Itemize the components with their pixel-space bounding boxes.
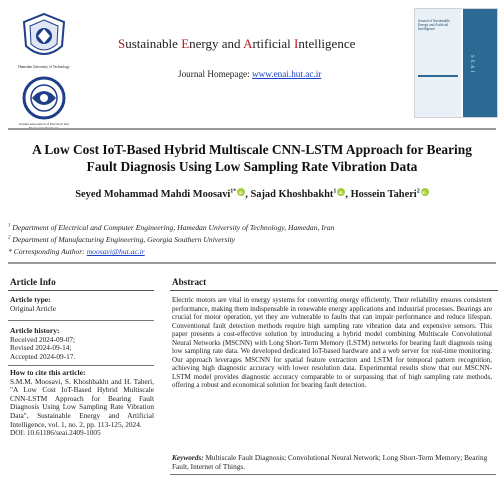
doi-text[interactable]: DOI: 10.61186/seai.2409-1005 [10,428,101,438]
institution-logos [14,12,74,134]
journal-cover-thumbnail [414,8,498,118]
citation-label: How to cite this article: [10,368,86,377]
revised-date: Revised 2024-09-14; [10,343,72,353]
accepted-date: Accepted 2024-09-17. [10,351,76,361]
affiliation-sup: 1 [8,223,11,229]
corresponding-email-link[interactable]: moosavi@hut.ac.ir [86,247,145,256]
abstract-divider [170,474,496,475]
keywords-text: Multiscale Fault Diagnosis; Convolutional Neural Network; Long Short-Term Memory; Bearing Fault, Internet of Things. [172,453,488,471]
paper-title-line: Fault Diagnosis Using Low Sampling Rate Vibration Data [86,159,418,174]
journal-title-part: ustainable [125,36,182,51]
keywords [172,453,492,471]
affiliation-text: Department of Manufacturing Engineering, Georgia Southern University [10,235,236,244]
journal-title-part: nergy and [189,36,244,51]
cover-bar [418,75,458,77]
citation-section [10,369,154,438]
author-sup: 2 [416,188,420,195]
abstract-text: Electric motors are vital in energy systems for converting energy efficiently. Their reliability ensures consistent performance, making them indispensable in renewable energy applications and industrial processes. Bearings are crucial for motor operation, yet they are vulnerable to faults that can impair performance and reduce lifespan. Conventional fault detection methods require high sampling rate vibration data and expensive sensors. This paper presents a cost-effective solution by introducing a hybrid model combining Multiscale Convolutional Neural Networks (MSCNN) with Long Short-Term Memory (LSTM) networks for bearing fault diagnosis using low sampling rate data. We developed dedicated IoT-based hardware and a web server for real-time monitoring. Our approach leverages MSCNN for spatial feature extraction and LSTM for temporal pattern recognition, achieving high diagnostic accuracy with lower resolution data. Experimental results show that our MSCNN-LSTM model provides diagnostic accuracy comparable to or surpassing that of high sampling rate methods, offering a robust and economical solution for bearing fault detection. [172,296,492,390]
article-history-section [10,327,154,361]
journal-title-cap: S [118,36,126,51]
author-sup: 1* [230,188,237,195]
journal-title [118,36,355,52]
title-divider [8,262,496,264]
author-sup: 1 [333,188,337,195]
abstract-heading: Abstract [170,276,498,291]
info-divider [8,365,154,366]
article-info-heading: Article Info [8,276,154,291]
journal-title-part: ntelligence [298,36,356,51]
article-type-section [10,296,154,313]
homepage-label: Journal Homepage: [178,69,252,79]
paper-title-line: A Low Cost IoT-Based Hybrid Multiscale CNN-LSTM Approach for Bearing [32,142,472,157]
university-logo-icon [20,12,68,64]
association-logo-caption: Iranian Association of Electrical and [19,122,69,126]
info-divider [8,320,154,321]
journal-title-cap: A [243,36,253,51]
journal-homepage [178,69,321,79]
university-logo-caption: Hamedan University of Technology [18,65,70,69]
article-type-label: Article type: [10,295,51,304]
cover-title: Journal of Sustainable Energy and Artificial Intelligence [418,19,450,32]
journal-title-cap: I [293,36,299,51]
author-name: Sajad Khoshbakht [250,189,334,200]
received-date: Received 2024-09-07; [10,334,76,344]
journal-title-part: rtificial [252,36,294,51]
citation-text: S.M.M. Moosavi, S. Khoshbakht and H. Taheri, "A Low Cost IoT-Based Hybrid Multiscale CNN-LSTM Approach for Bearing Fault Diagnosis Using Low Sampling Rate Vibration Data", Sustainable Energy and Artificial Intelligence, vol. 1, no. 2, pp. 113-125, 2024. [10,376,154,429]
cover-strip [463,9,497,117]
affiliation-sup: 2 [8,235,11,241]
author-name: Hossein Taheri [350,189,417,200]
article-type-value: Original Article [10,303,56,313]
affiliation-2 [8,235,235,244]
association-logo-icon [22,76,66,120]
author-sep: , [345,189,351,200]
journal-title-cap: E [181,36,190,51]
corresponding-label: * Corresponding Author: [8,247,87,256]
cover-strip-text: SEAI [469,55,474,75]
affiliation-1 [8,223,334,232]
orcid-icon[interactable] [421,188,429,196]
article-history-label: Article history: [10,326,60,335]
author-sep: , [245,189,251,200]
author-list [6,188,498,200]
homepage-link[interactable]: www.enai.hut.ac.ir [252,69,322,79]
header-divider [8,128,496,130]
affiliation-text: Department of Electrical and Computer Engineering, Hamedan University of Technology, Hamedan, Iran [10,223,335,232]
paper-title [18,141,486,175]
corresponding-author [8,247,145,256]
author-name: Seyed Mohammad Mahdi Moosavi [75,189,231,200]
keywords-label: Keywords: [172,453,204,462]
